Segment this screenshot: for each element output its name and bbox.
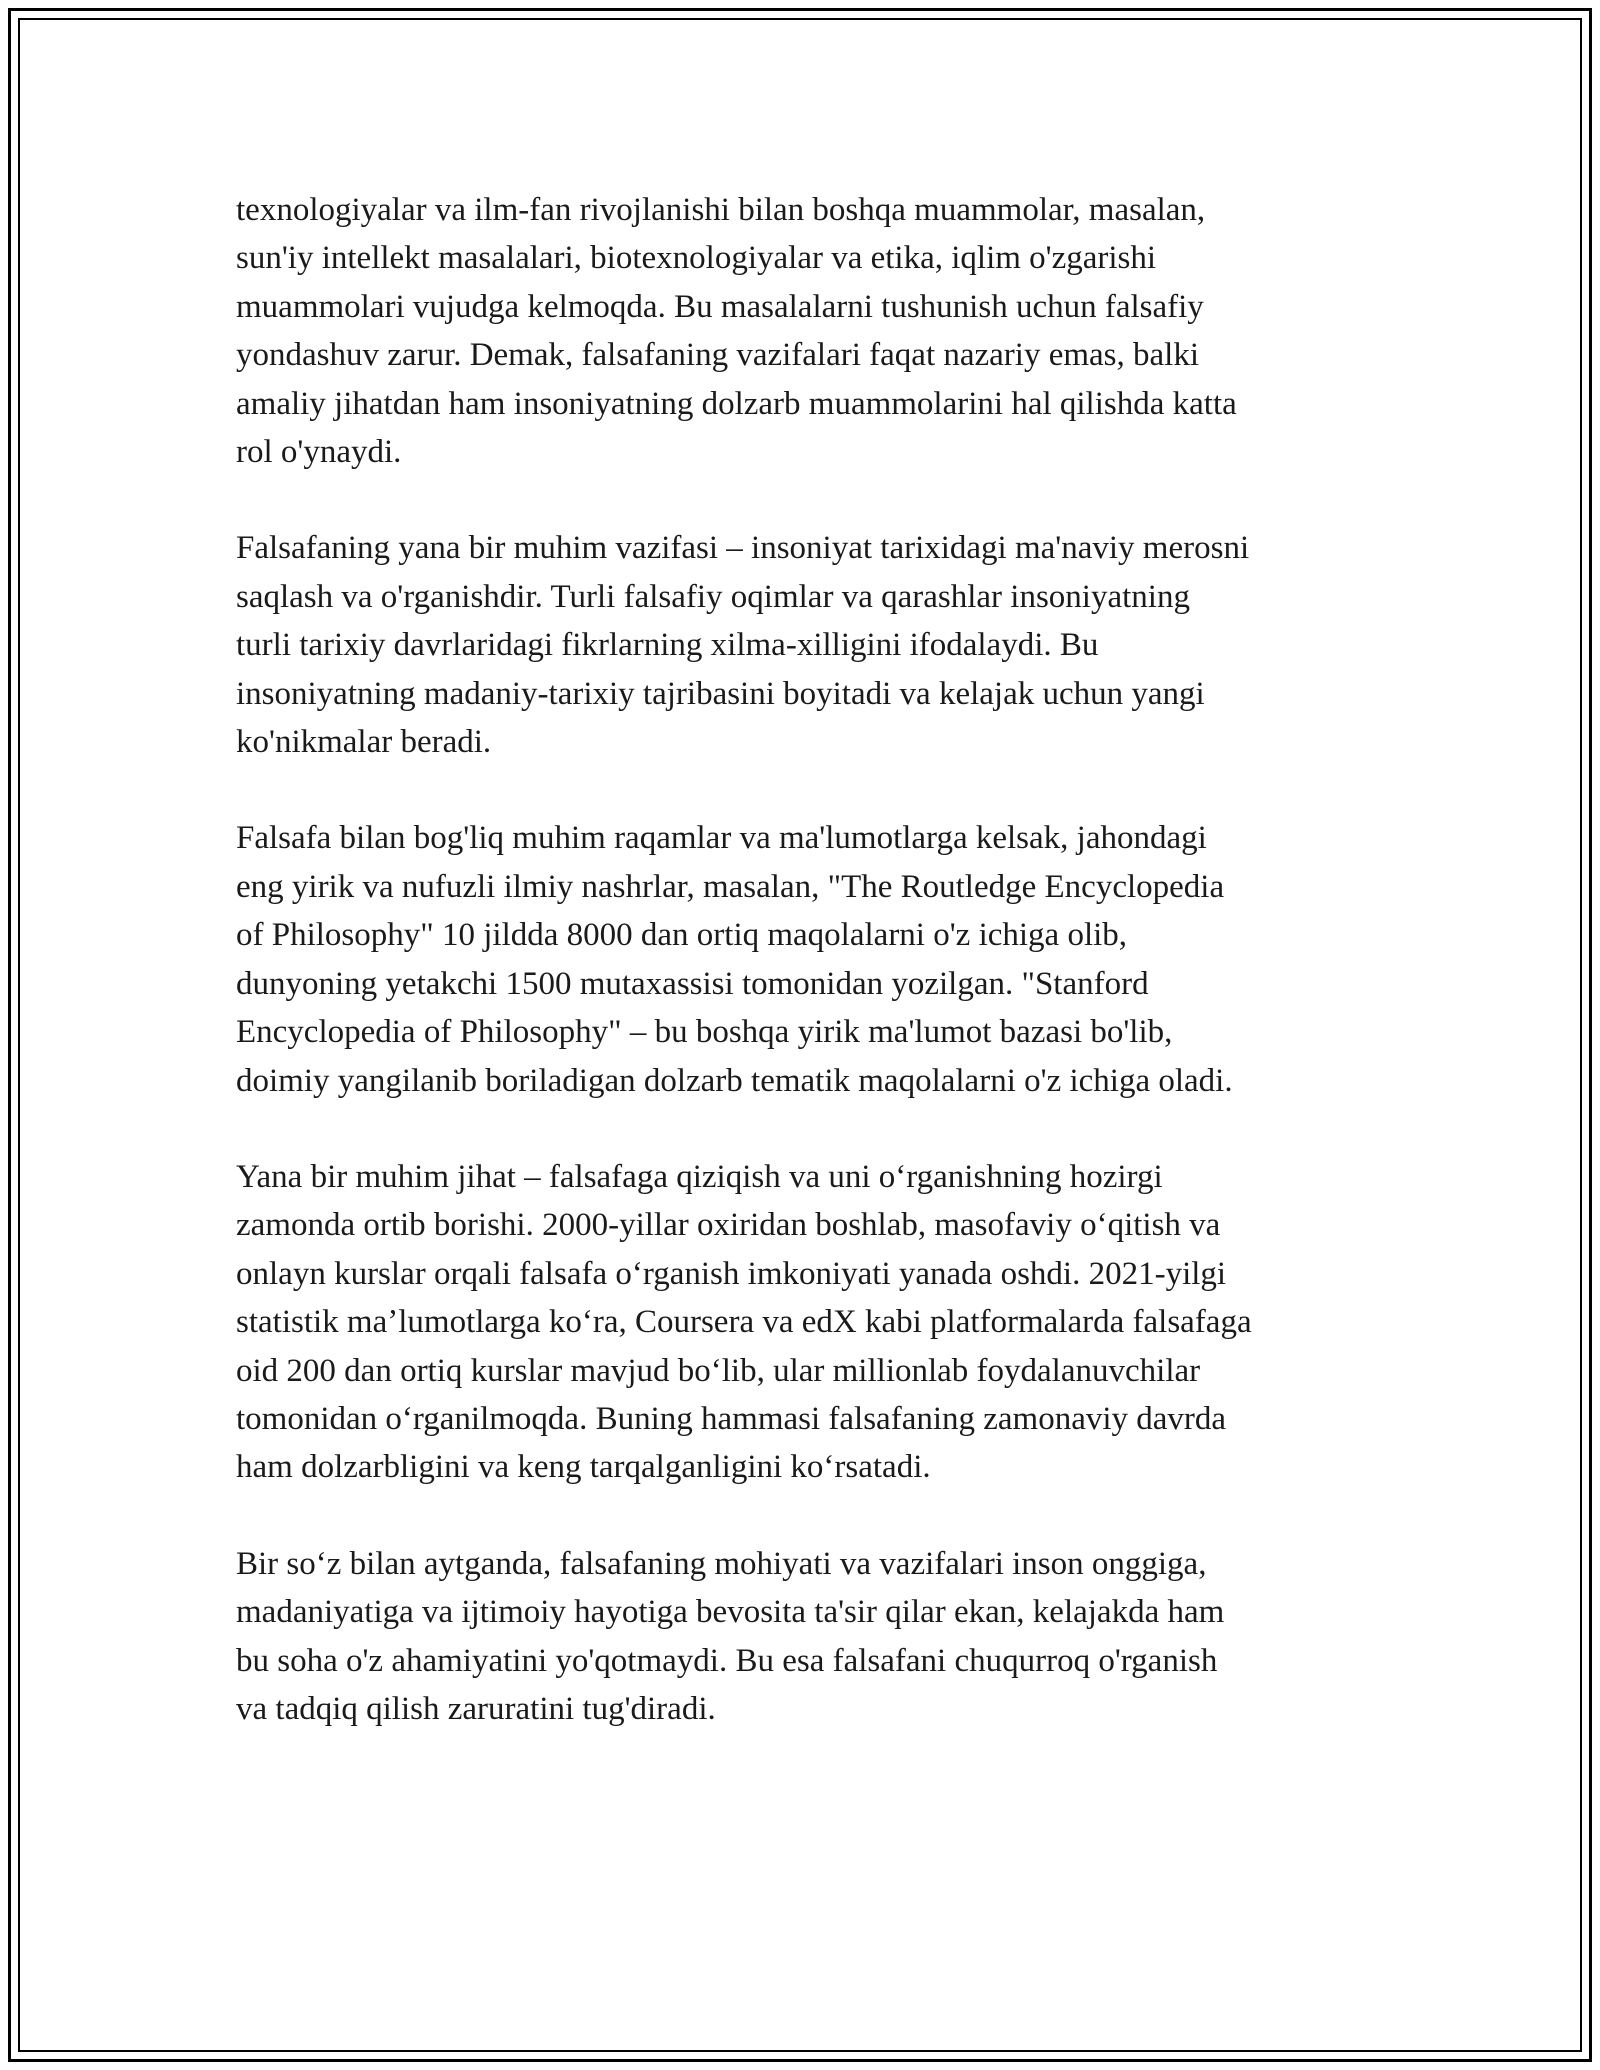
text-line: onlayn kurslar orqali falsafa oʻrganish imkoniyati yanada oshdi. 2021-yilgi (236, 1255, 1227, 1292)
text-line: statistik maʼlumotlarga koʻra, Coursera va edX kabi platformalarda falsafaga (236, 1304, 1252, 1341)
text-line: rol o'ynaydi. (236, 434, 402, 471)
paragraph-4 (236, 1153, 1366, 1492)
text-line: amaliy jihatdan ham insoniyatning dolzarb muammolarini hal qilishda katta (236, 385, 1237, 422)
text-line: ham dolzarbligini va keng tarqalganligini koʻrsatadi. (236, 1449, 931, 1486)
text-line: muammolari vujudga kelmoqda. Bu masalalarni tushunish uchun falsafiy (236, 288, 1204, 325)
text-line: Bir soʻz bilan aytganda, falsafaning mohiyati va vazifalari inson onggiga, (236, 1545, 1207, 1582)
text-line: Falsafaning yana bir muhim vazifasi – insoniyat tarixidagi ma'naviy merosni (236, 530, 1250, 567)
text-line: saqlash va o'rganishdir. Turli falsafiy oqimlar va qarashlar insoniyatning (236, 578, 1190, 615)
text-line: Encyclopedia of Philosophy" – bu boshqa yirik ma'lumot bazasi bo'lib, (236, 1014, 1173, 1051)
text-line: ko'nikmalar beradi. (236, 724, 492, 761)
text-line: doimiy yangilanib boriladigan dolzarb tematik maqolalarni o'z ichiga oladi. (236, 1062, 1233, 1099)
text-line: eng yirik va nufuzli ilmiy nashrlar, masalan, "The Routledge Encyclopedia (236, 868, 1225, 905)
text-line: zamonda ortib borishi. 2000-yillar oxiridan boshlab, masofaviy oʻqitish va (236, 1207, 1221, 1244)
text-line: texnologiyalar va ilm-fan rivojlanishi bilan boshqa muammolar, masalan, (236, 192, 1206, 228)
document-body (236, 186, 1366, 1781)
text-line: of Philosophy" 10 jildda 8000 dan ortiq maqolalarni o'z ichiga olib, (236, 917, 1128, 954)
text-line: madaniyatiga va ijtimoiy hayotiga bevosita ta'sir qilar ekan, kelajakda ham (236, 1594, 1225, 1631)
paragraph-5 (236, 1540, 1366, 1734)
text-line: yondashuv zarur. Demak, falsafaning vazifalari faqat nazariy emas, balki (236, 337, 1199, 374)
text-line: turli tarixiy davrlaridagi fikrlarning xilma-xilligini ifodalaydi. Bu (236, 627, 1099, 664)
text-line: insoniyatning madaniy-tarixiy tajribasini boyitadi va kelajak uchun yangi (236, 675, 1205, 712)
text-line: va tadqiq qilish zaruratini tug'diradi. (236, 1690, 716, 1727)
paragraph-2 (236, 524, 1366, 766)
text-line: tomonidan oʻrganilmoqda. Buning hammasi falsafaning zamonaviy davrda (236, 1400, 1227, 1437)
paragraph-1 (236, 186, 1366, 476)
text-line: sun'iy intellekt masalalari, biotexnologiyalar va etika, iqlim o'zgarishi (236, 240, 1157, 277)
text-line: Yana bir muhim jihat – falsafaga qiziqish va uni oʻrganishning hozirgi (236, 1158, 1163, 1195)
text-line: oid 200 dan ortiq kurslar mavjud boʻlib, ular millionlab foydalanuvchilar (236, 1352, 1201, 1389)
paragraph-3 (236, 814, 1366, 1104)
text-line: bu soha o'z ahamiyatini yo'qotmaydi. Bu esa falsafani chuqurroq o'rganish (236, 1642, 1218, 1679)
text-line: dunyoning yetakchi 1500 mutaxassisi tomonidan yozilgan. "Stanford (236, 965, 1149, 1002)
text-line: Falsafa bilan bog'liq muhim raqamlar va ma'lumotlarga kelsak, jahondagi (236, 820, 1207, 857)
